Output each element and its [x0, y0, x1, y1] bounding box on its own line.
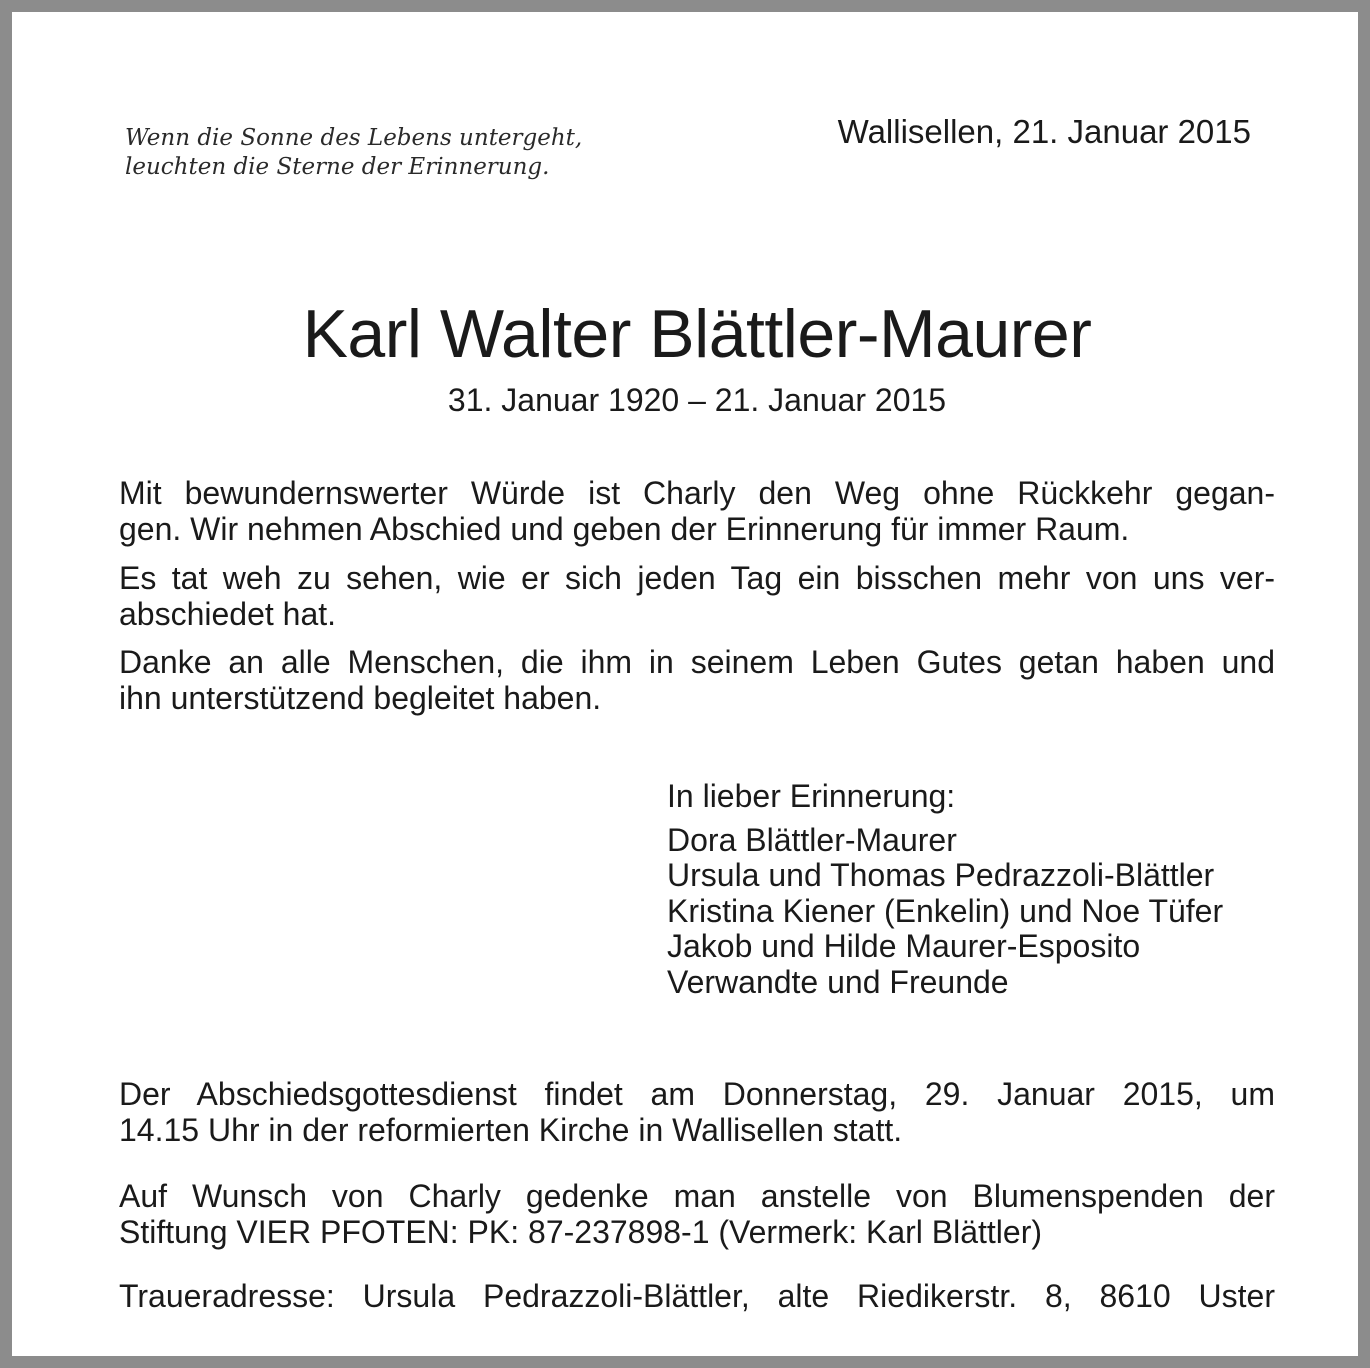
place-date: Wallisellen, 21. Januar 2015 — [837, 113, 1251, 150]
motto-line: leuchten die Sterne der Erinnerung. — [125, 154, 550, 180]
mourner-name: Verwandte und Freunde — [667, 963, 1009, 1000]
paragraph-farewell — [119, 475, 1275, 547]
service-line: Der Abschiedsgottesdienst findet am Donnerstag, 29. Januar 2015, um — [119, 1076, 1275, 1112]
mourners-intro: In lieber Erinnerung: — [667, 778, 956, 814]
paragraph-line: gen. Wir nehmen Abschied und geben der Erinnerung für immer Raum. — [119, 511, 1130, 547]
paragraph-line: ihn unterstützend begleitet haben. — [119, 680, 602, 716]
donation-line: Stiftung VIER PFOTEN: PK: 87-237898-1 (Vermerk: Karl Blättler) — [119, 1214, 1043, 1250]
paragraph-decline — [119, 560, 1275, 632]
funeral-service-info — [119, 1076, 1275, 1148]
mourner-name: Kristina Kiener (Enkelin) und Noe Tüfer — [667, 892, 1224, 929]
mourning-address — [119, 1278, 1275, 1314]
paragraph-line: Danke an alle Menschen, die ihm in seinem Leben Gutes getan haben und — [119, 644, 1275, 680]
paragraph-line: Es tat weh zu sehen, wie er sich jeden Tag ein bisschen mehr von uns ver- — [119, 560, 1275, 596]
donation-line: Auf Wunsch von Charly gedenke man anstelle von Blumenspenden der — [119, 1178, 1275, 1214]
service-line: 14.15 Uhr in der reformierten Kirche in Wallisellen statt. — [119, 1112, 903, 1148]
paragraph-line: Mit bewundernswerter Würde ist Charly den Weg ohne Rückkehr gegan- — [119, 475, 1275, 511]
mourners-list — [667, 779, 1223, 1000]
paragraph-line: abschiedet hat. — [119, 596, 337, 632]
mourner-name: Jakob und Hilde Maurer-Esposito — [667, 928, 1141, 964]
deceased-name: Karl Walter Blättler-Maurer — [302, 296, 1092, 372]
lifespan-dates: 31. Januar 1920 – 21. Januar 2015 — [447, 382, 947, 418]
address-line: Traueradresse: Ursula Pedrazzoli-Blättler, alte Riedikerstr. 8, 8610 Uster — [119, 1278, 1275, 1314]
motto-quote — [125, 124, 625, 182]
donation-info — [119, 1178, 1275, 1250]
motto-line: Wenn die Sonne des Lebens untergeht, — [125, 125, 583, 151]
mourner-name: Dora Blättler-Maurer — [667, 821, 957, 858]
mourner-name: Ursula und Thomas Pedrazzoli-Blättler — [667, 857, 1215, 893]
paragraph-thanks — [119, 644, 1275, 716]
